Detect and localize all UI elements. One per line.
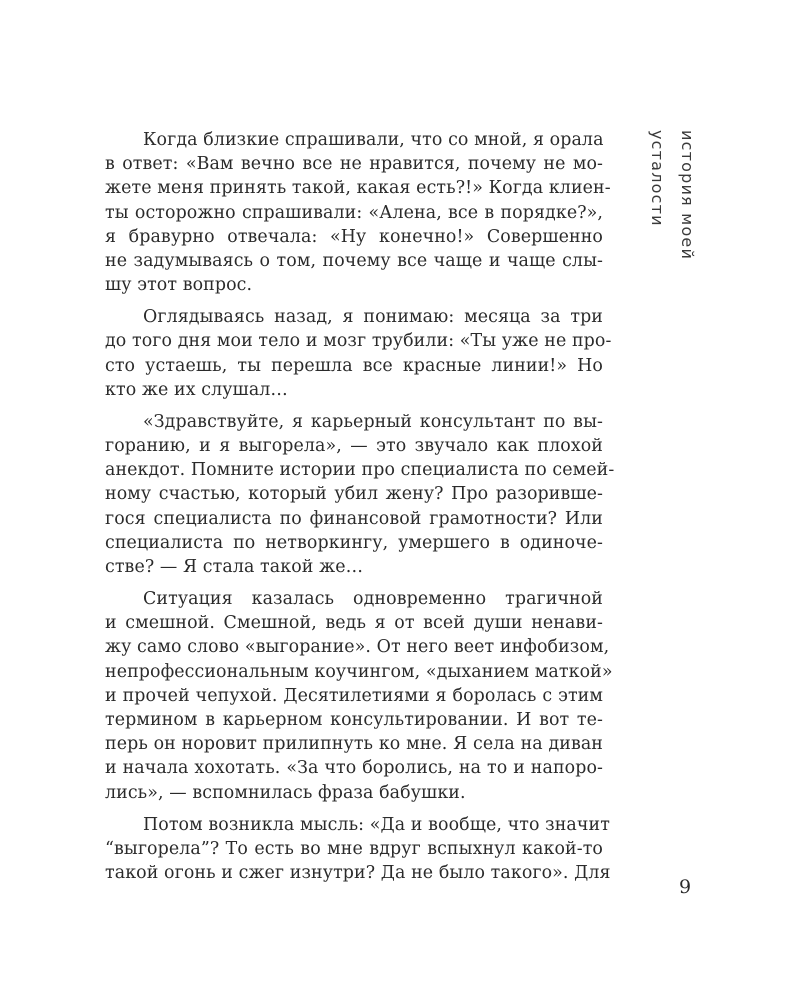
text-line: “выгорела”? То есть во мне вдруг вспыхнул какой-то <box>105 838 603 859</box>
text-line: жу само слово «выгорание». От него веет инфобизом, <box>105 637 610 658</box>
text-line: анекдот. Помните истории про специалиста по семей- <box>105 460 615 481</box>
text-line: такой огонь и сжег изнутри? Да не было такого». Для <box>105 863 611 884</box>
paragraph <box>105 410 615 579</box>
text-line: и прочей чепухой. Десятилетиями я боролась с этим <box>105 685 603 706</box>
text-line: ты осторожно спрашивали: «Алена, все в порядке?», <box>105 202 603 223</box>
text-line: стве? — Я стала такой же… <box>105 557 364 578</box>
text-line: Когда близкие спрашивали, что со мной, я орала <box>143 130 604 150</box>
text-line: не задумываясь о том, почему все чаще и чаще слы- <box>105 251 603 272</box>
text-line: «Здравствуйте, я карьерный консультант по вы- <box>143 411 603 432</box>
text-line: я бравурно отвечала: «Ну конечно!» Совершенно <box>105 226 603 247</box>
text-line: горанию, и я выгорела», — это звучало как плохой <box>105 436 603 457</box>
running-head: история моей усталости <box>648 130 697 261</box>
text-line: ному счастью, который убил жену? Про разорившe- <box>105 484 603 505</box>
paragraph <box>105 305 612 402</box>
text-line: до того дня мои тело и мозг трубили: «Ты уже не про- <box>105 331 612 352</box>
text-line: жете меня принять такой, какая есть?!» Когда клиен- <box>105 178 611 199</box>
text-line: шу этот вопрос. <box>105 275 253 296</box>
text-line: и смешной. Смешной, ведь я от всей души ненави- <box>105 613 603 634</box>
text-line: кто же их слушал… <box>105 379 288 400</box>
text-line: сто устаешь, ты перешла все красные линии!» Но <box>105 355 603 376</box>
text-line: Потом возникла мысль: «Да и вообще, что значит <box>143 814 610 835</box>
text-line: лись», — вспомнилась фраза бабушки. <box>105 782 466 803</box>
paragraph <box>105 813 611 886</box>
text-line: в ответ: «Вам вечно все не нравится, почему не мо- <box>105 154 603 175</box>
text-line: специалиста по нетворкингу, умершего в одиноче- <box>105 532 603 553</box>
text-line: Оглядываясь назад, я понимаю: месяца за три <box>143 307 603 328</box>
text-line: гося специалиста по финансовой грамотности? Или <box>105 508 603 529</box>
text-line: перь он норовит прилипнуть ко мне. Я села на диван <box>105 734 603 755</box>
paragraph <box>105 128 611 297</box>
text-line: и начала хохотать. «За что боролись, на то и напоро- <box>105 758 603 779</box>
text-line: непрофессиональным коучингом, «дыханием маткой» <box>105 661 613 682</box>
page-number: 9 <box>679 876 692 898</box>
text-line: термином в карьерном консультировании. И вот те- <box>105 710 603 731</box>
body-text <box>105 128 615 893</box>
paragraph <box>105 587 613 805</box>
text-line: Ситуация казалась одновременно трагичной <box>143 589 603 610</box>
